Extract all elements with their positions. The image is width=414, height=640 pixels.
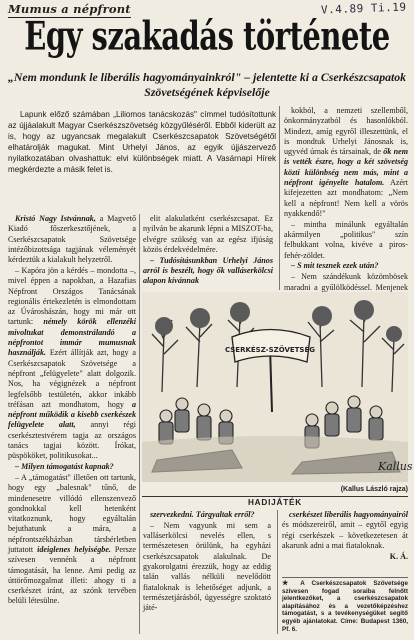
paragraph: – Nem szándékunk közömbösek maradni a gyűlölködéssel. Menjenek [284,272,408,292]
ground [142,436,408,482]
article-column-2 [143,214,273,288]
article-column-1 [8,214,136,634]
column-rule [139,214,140,634]
lead-paragraph [8,109,276,208]
column-rule [279,106,280,290]
paragraph: – A „támogatást" illetően ott tartunk, hogy egy „balesnak" tűnő, de mindenesetre villódó ellenszenvező gondnokkal kell hetenként vitatkoznunk, hogy egyáltalán bejuthatunk a mára, a népfrontszékházban társbérletben juttatott ideiglenes helyiségbe. Persze szívesen vennénk a népfront támogatását, ha lenne. Ami pedig az úttörőmozgalmat illeti: ahogy ti a cserkészet iránt, az szónk tervében belüli létesülne. [8,472,136,606]
artist-signature: Kallus [378,460,413,473]
note-box [282,577,408,637]
paragraph: elit alakulatként cserkészcsapat. Ez nyilván be akarunk lépni a MISZOT-ba, elvégre szükség van az egész ifjúság közös érdekvédelmére. [143,214,273,254]
article-column-5 [282,510,408,574]
question: – Tudósításunkban Urhelyi János arról is beszélt, hogy ők valláserkölcsi alapon kívánnak [143,255,273,286]
section-kicker: Mumus a népfront [8,2,131,16]
hadijatek-title: HADIJÁTÉK [247,498,303,507]
paragraph: kokból, a nemzeti szellemből, önkormányzatból és hasonlókból. Mindezt, amíg egyről illeszettünk, el is mondtuk Urhelyi Jánosnak is, ugyvéd úrnak és társainak, de ők nem is vették észre, hogy a két szövetség közti különbség nem más, mint a népfront igényelte hatalom. Azért kifejezetten azt mondhatom: „Nem kell a népfront! Nem kell a vörös nyakkendő!" [284,106,408,218]
subheadline: „Nem mondunk le liberális hagyományainkról" – jelentette ki a Cserkészcsapatok Szövetségének képviselője [7,70,407,99]
column-rule [277,510,278,634]
paragraph: – Kapóra jön a kérdés – mondotta –, mivel éppen a napokban, a Hazafias Népfront Országos Tanácsának regionális értekezletén is elmondottam az Úvároshászán, hogy mi már ott tartunk: némely körök ellenzéki mivoltukat demonstrálandó a népfrontot immár mumusnak használják. Ezért állítják azt, hogy a Cserkészcsapatok Szövetsége a népfront „felügyelete" alatt dolgozik. Nos, ha végignézek a népfront legfelsőbb testületén, akkor inkább tréfásan azt mondhatom, hogy a népfront működik a kisebb cserkészek felügyelete alatt, annyi régi cserkésztestvérem tagja az országos tanács tagjai között. Írókat, püspököket, politikusokat... [8,265,136,461]
cartoon-illustration [142,292,413,482]
note-text: A Cserkészcsapatok Szövetsége szívesen fogad soraiba felnőtt jelentkezőket, a cserkészcsapatok alapításához és a vezetőképzéshez támogatást, s a tevékenységüket segítő egyéb ajánlatokat. Címe: Budapest 1360, Pf. 6. [282,580,408,633]
cartoon-credit: (Kallus László rajza) [340,486,408,493]
headline: Egy szakadás története [24,13,390,59]
paragraph: – Nem vagyunk mi sem a valláserkölcsi nevelés ellen, s természetesen örülünk, ha egyházi cserkészcsapatok alakulnak. De gyakorolgatni érezzük, hogy az eddig talán vallás nélküli nevelődött fiataloknak is lehetőséget adjunk, a természetjárásból, ügyességre szoktató játé- [143,520,271,613]
handwritten-date: V.4.89 Ti.19 [320,0,407,17]
question: – Milyen támogatást kapnak? [15,462,114,472]
paragraph: Kristó Nagy Istvánnak, a Magvető Kiadó főszerkesztőjének, a Cserkészcsapatok Szövetsége intézőbizottsága tagjának véleményét kérdeztük a kialakult helyzetről. [8,214,136,265]
paragraph: cserkészet liberális hagyományairól és módszereiről, amit – egytől egyig régi cserkészek – következetesen át akarunk adni a mai fiataloknak. [282,510,408,550]
star-icon: ★ [282,580,294,587]
article-column-4 [143,510,271,636]
question: szervezkedni. Tárgyaltak erről? [150,510,255,519]
sign-text: CSERKÉSZ-SZÖVETSÉG [224,346,316,354]
question: – S mit tesznek ezek után? [291,261,379,271]
author-signature: K. Á. [389,551,408,561]
hadijatek-rule [142,496,408,497]
lead-text: Lapunk előző számában „Liliomos tanácskozás" címmel tudósítottunk az újjáalakult Magyar Cserkészszövetség közgyűléséről. Ebből kiderült az is, hogy az ugyancsak megalakult Cserkészcsapatok Szövetségétől elhatárolják magukat. Mint Urhelyi János, az egyik újjászervező nyilatkozatában olvashattuk: elvi különbségek miatt. A Vasárnapi Hírek megkérdezte a másik felet is. [8,110,276,175]
paragraph: – mintha minálunk egyáltalán akármilyen „politikus" szín felbukkant volna, kivéve a piros-fehér-zöldet. [284,219,408,260]
interviewee-name: Kristó Nagy Istvánnak, [15,214,96,223]
